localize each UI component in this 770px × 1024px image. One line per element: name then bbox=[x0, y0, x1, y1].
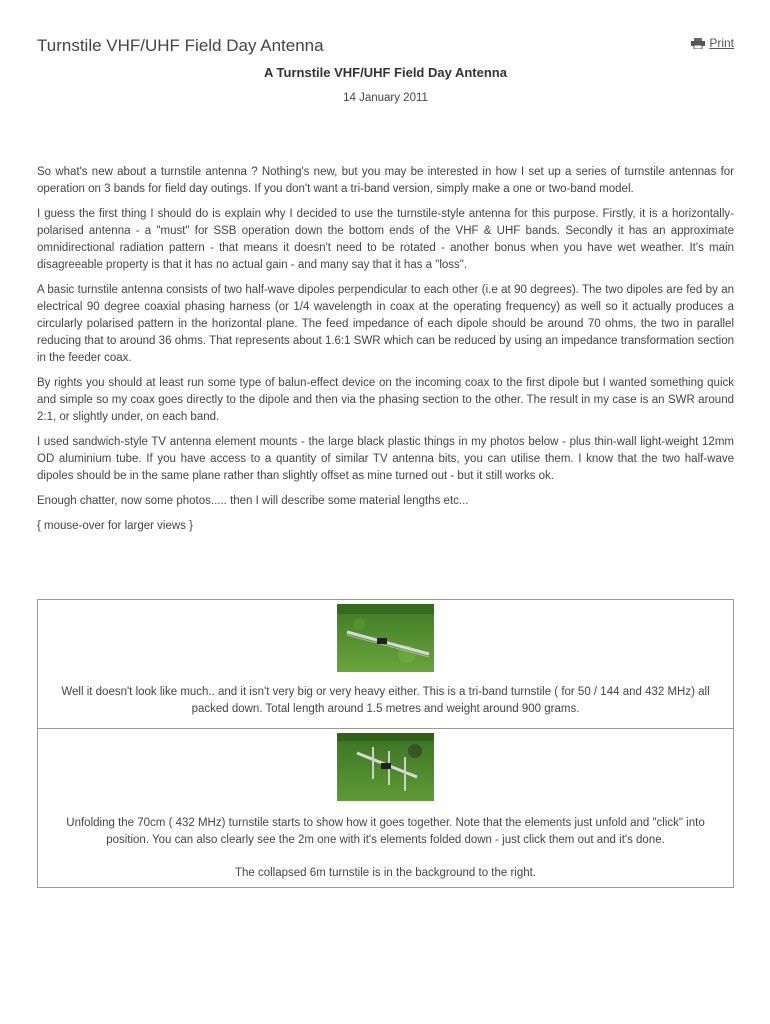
paragraph: Enough chatter, now some photos..... then I will describe some material lengths etc... bbox=[37, 495, 469, 507]
paragraph: A basic turnstile antenna consists of two half-wave dipoles perpendicular to each other (i.e at 90 degrees). The two dipoles are fed by an electrical 90 degree coaxial phasing harness (or 1/4 wavelength in coax at the operating frequency) as well so it actually produces a circularly polarised pattern in the horizontal plane. The feed impedance of each dipole should be around 70 ohms, the two in parallel reducing that to around 36 ohms. That represents about 1.6:1 SWR which can be reduced by using an impedance transformation section in the feeder coax. bbox=[37, 284, 734, 364]
paragraph: By rights you should at least run some type of balun-effect device on the incoming coax to the first dipole but I wanted something quick and simple so my coax goes directly to the dipole and then via the phasing section to the other. The result in my case is an SWR around 2:1, or slightly under, on each band. bbox=[37, 377, 734, 423]
photo-gallery bbox=[37, 599, 734, 888]
header bbox=[37, 36, 734, 58]
printer-icon[interactable] bbox=[691, 38, 705, 49]
article-title: A Turnstile VHF/UHF Field Day Antenna bbox=[264, 65, 507, 80]
photo-caption: Unfolding the 70cm ( 432 MHz) turnstile starts to show how it goes together. Note that the elements just unfold and "click" into position. You can also clearly see the 2m one with it's elements folded down - just click them out and it's done. bbox=[66, 817, 705, 846]
article-body bbox=[37, 164, 734, 543]
article-date: 14 January 2011 bbox=[343, 92, 428, 104]
antenna-on-grass-photo[interactable] bbox=[337, 604, 434, 672]
photo-caption: Well it doesn't look like much.. and it isn't very big or very heavy either. This is a tri-band turnstile ( for 50 / 144 and 432 MHz) all packed down. Total length around 1.5 metres and weight around 900 grams. bbox=[61, 686, 710, 715]
gallery-item bbox=[38, 600, 733, 728]
page-title: Turnstile VHF/UHF Field Day Antenna bbox=[37, 36, 324, 55]
print-label[interactable]: Print bbox=[709, 36, 734, 50]
antenna-unfolding-photo[interactable] bbox=[337, 733, 434, 801]
print-link[interactable] bbox=[691, 36, 734, 50]
paragraph: { mouse-over for larger views } bbox=[37, 520, 193, 532]
paragraph: I used sandwich-style TV antenna element mounts - the large black plastic things in my photos below - plus thin-wall light-weight 12mm OD aluminium tube. If you have access to a quantity of similar TV antenna bits, you can utilise them. I know that the two half-wave dipoles should be in the same plane rather than slightly offset as mine turned out - but it still works ok. bbox=[37, 436, 734, 482]
gallery-item bbox=[38, 728, 733, 887]
paragraph: I guess the first thing I should do is explain why I decided to use the turnstile-style antenna for this purpose. Firstly, it is a horizontally-polarised antenna - a "must" for SSB operation down the bottom ends of the VHF & UHF bands. Secondly it has an approximate omnidirectional radiation pattern - that means it doesn't need to be rotated - another bonus when you have wet weather. It's main disagreeable property is that it has no actual gain - and many say that it has a "loss". bbox=[37, 208, 734, 271]
photo-caption-extra: The collapsed 6m turnstile is in the background to the right. bbox=[234, 867, 537, 879]
paragraph: So what's new about a turnstile antenna ? Nothing's new, but you may be interested in how I set up a series of turnstile antennas for operation on 3 bands for field day outings. If you don't want a tri-band version, simply make a one or two-band model. bbox=[37, 166, 734, 195]
